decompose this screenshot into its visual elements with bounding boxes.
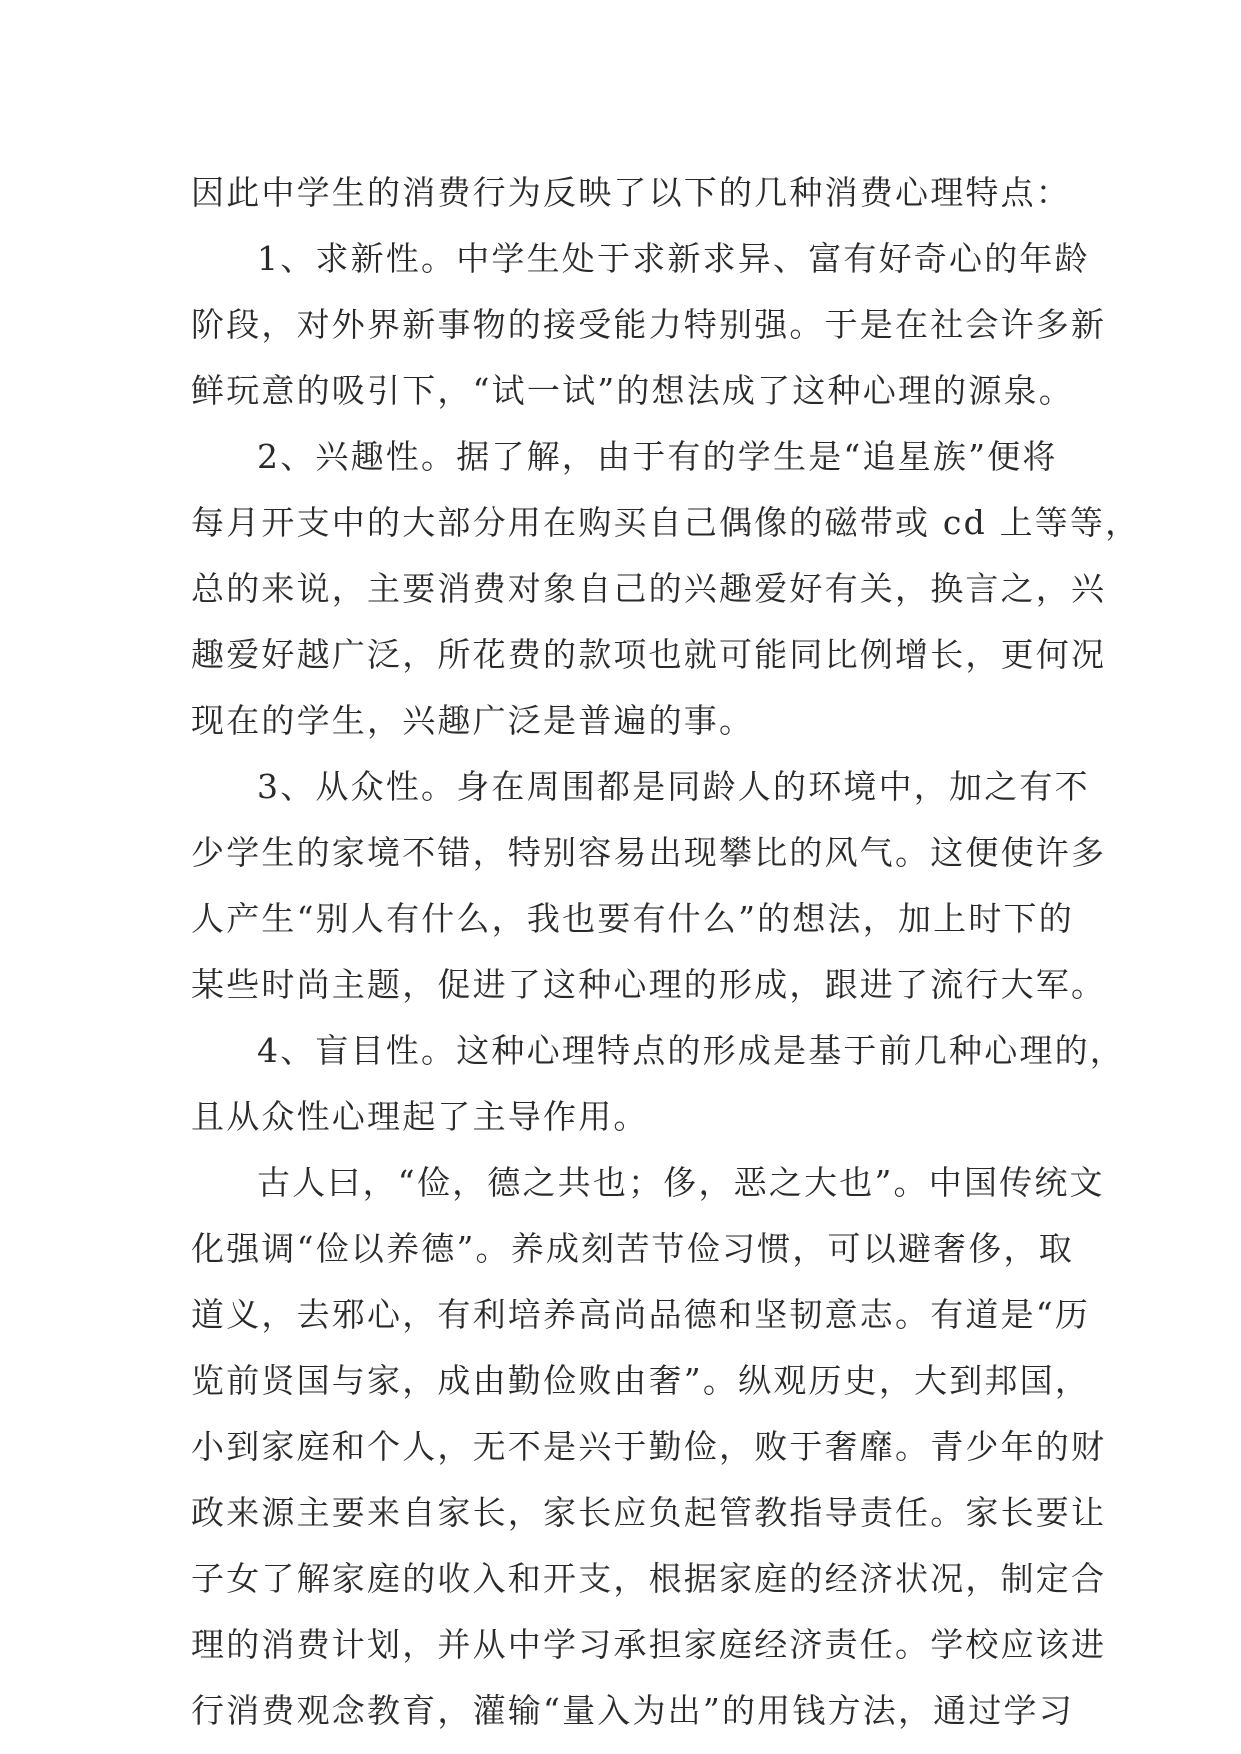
paragraph-start-line: 4、盲目性。这种心理特点的形成是基于前几种心理的， bbox=[257, 1031, 1125, 1070]
text-line: 每月开支中的大部分用在购买自己偶像的磁带或 cd 上等等， bbox=[191, 503, 1141, 542]
text-line: 现在的学生，兴趣广泛是普遍的事。 bbox=[191, 701, 755, 740]
text-line: 因此中学生的消费行为反映了以下的几种消费心理特点： bbox=[191, 173, 1071, 212]
text-line: 小到家庭和个人，无不是兴于勤俭，败于奢靡。青少年的财 bbox=[191, 1427, 1107, 1466]
document-body bbox=[191, 160, 1141, 1744]
text-line: 理的消费计划，并从中学习承担家庭经济责任。学校应该进 bbox=[191, 1625, 1107, 1664]
text-line: 政来源主要来自家长，家长应负起管教指导责任。家长要让 bbox=[191, 1493, 1107, 1532]
text-line: 且从众性心理起了主导作用。 bbox=[191, 1097, 649, 1136]
paragraph-start-line: 2、兴趣性。据了解，由于有的学生是“追星族”便将 bbox=[257, 437, 1058, 476]
paragraph-start-line: 1、求新性。中学生处于求新求异、富有好奇心的年龄 bbox=[257, 239, 1090, 278]
text-line: 阶段，对外界新事物的接受能力特别强。于是在社会许多新 bbox=[191, 305, 1107, 344]
text-line: 人产生“别人有什么，我也要有什么”的想法，加上时下的 bbox=[191, 899, 1074, 938]
text-line: 少学生的家境不错，特别容易出现攀比的风气。这便使许多 bbox=[191, 833, 1107, 872]
text-line: 某些时尚主题，促进了这种心理的形成，跟进了流行大军。 bbox=[191, 965, 1107, 1004]
text-line: 览前贤国与家，成由勤俭败由奢”。纵观历史，大到邦国， bbox=[191, 1361, 1091, 1400]
text-line: 化强调“俭以养德”。养成刻苦节俭习惯，可以避奢侈，取 bbox=[191, 1229, 1074, 1268]
paragraph-start-line: 3、从众性。身在周围都是同龄人的环境中，加之有不 bbox=[257, 767, 1090, 806]
paragraph-start-line: 古人曰，“俭，德之共也；侈，恶之大也”。中国传统文 bbox=[257, 1163, 1105, 1202]
text-line: 子女了解家庭的收入和开支，根据家庭的经济状况，制定合 bbox=[191, 1559, 1107, 1598]
text-line: 道义，去邪心，有利培养高尚品德和坚韧意志。有道是“历 bbox=[191, 1295, 1091, 1334]
text-line: 趣爱好越广泛，所花费的款项也就可能同比例增长，更何况 bbox=[191, 635, 1107, 674]
text-line: 行消费观念教育，灌输“量入为出”的用钱方法，通过学习 bbox=[191, 1691, 1074, 1730]
text-line: 总的来说，主要消费对象自己的兴趣爱好有关，换言之，兴 bbox=[191, 569, 1107, 608]
text-line: 鲜玩意的吸引下，“试一试”的想法成了这种心理的源泉。 bbox=[191, 371, 1074, 410]
